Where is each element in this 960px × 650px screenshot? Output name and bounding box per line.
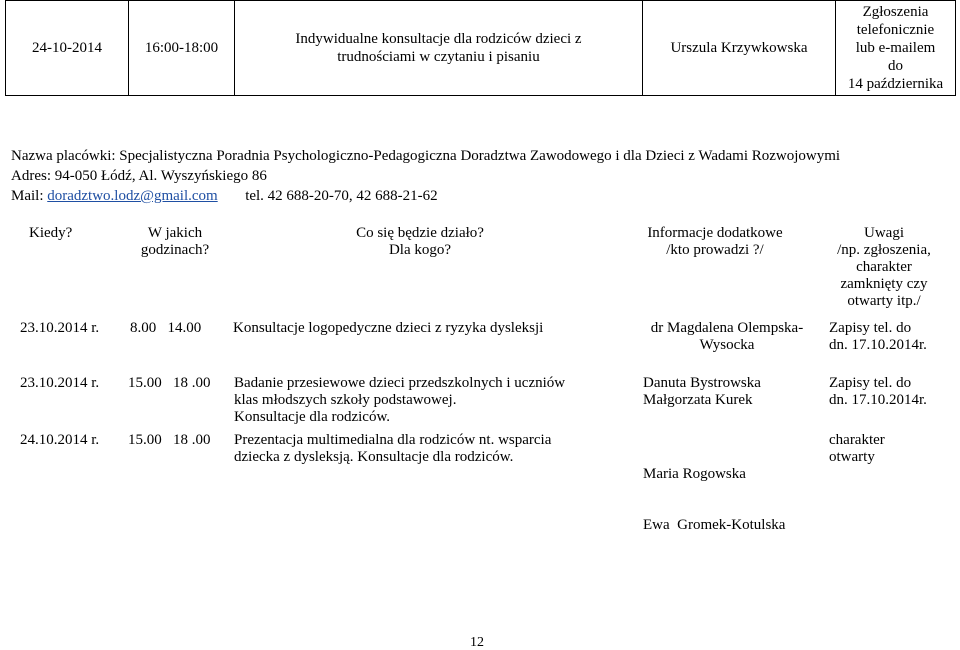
address-label: Adres: [11, 168, 51, 184]
institution-name-line [11, 146, 951, 166]
event-title: Indywidualne konsultacje dla rodziców dzieci z trudnościami w czytaniu i pisaniu [235, 1, 643, 96]
address: 94-050 Łódź, Al. Wyszyńskiego 86 [54, 168, 267, 184]
mail-label: Mail: [11, 188, 44, 204]
row1-notes: Zapisy tel. do dn. 17.10.2014r. [829, 320, 927, 353]
event-signup-info: Zgłoszenia telefonicznie lub e-mailem do 14 października [836, 1, 956, 96]
institution-name: Specjalistyczna Poradnia Psychologiczno-Pedagogiczna Doradztwa Zawodowego i dla Dzieci z Wadami Rozwojowymi [119, 148, 841, 164]
event-summary-table [5, 0, 956, 96]
row1-leader: dr Magdalena Olempska- Wysocka [650, 320, 804, 353]
header-info: Informacje dodatkowe /kto prowadzi ?/ [647, 225, 783, 258]
row1-date: 23.10.2014 r. [20, 320, 100, 336]
row1-description: Konsultacje logopedyczne dzieci z ryzyka dysleksji [233, 320, 544, 336]
row2-time: 15.00 18 .00 [128, 375, 211, 391]
institution-address-line [11, 166, 951, 186]
row2-date: 23.10.2014 r. [20, 375, 100, 391]
header-godziny: W jakich godzinach? [140, 225, 210, 258]
row3-time: 15.00 18 .00 [128, 432, 211, 448]
row3-notes: charakter otwarty [829, 432, 885, 465]
header-uwagi: Uwagi /np. zgłoszenia, charakter zamknięty czy otwarty itp./ [837, 225, 931, 309]
event-summary-row [6, 1, 956, 96]
row1-time: 8.00 14.00 [130, 320, 202, 336]
email-link[interactable]: doradztwo.lodz@gmail.com [47, 188, 218, 204]
row3-date: 24.10.2014 r. [20, 432, 100, 448]
event-time: 16:00-18:00 [129, 1, 235, 96]
page-number: 12 [470, 635, 484, 650]
event-date: 24-10-2014 [6, 1, 129, 96]
institution-info [11, 146, 951, 206]
phone-numbers: tel. 42 688-20-70, 42 688-21-62 [245, 188, 438, 204]
event-person: Urszula Krzywkowska [643, 1, 836, 96]
institution-contact-line [11, 186, 951, 206]
header-kiedy: Kiedy? [29, 225, 73, 241]
row2-notes: Zapisy tel. do dn. 17.10.2014r. [829, 375, 927, 408]
institution-name-label: Nazwa placówki: [11, 148, 116, 164]
row2-leaders: Danuta Bystrowska Małgorzata Kurek [643, 375, 761, 408]
row3-description: Prezentacja multimedialna dla rodziców nt. wsparcia dziecka z dysleksją. Konsultacje dla rodziców. [234, 432, 552, 465]
row3-leaders: Maria Rogowska Ewa Gromek-Kotulska [643, 466, 786, 533]
header-co: Co się będzie działo? Dla kogo? [356, 225, 484, 258]
row2-description: Badanie przesiewowe dzieci przedszkolnych i uczniów klas młodszych szkoły podstawowej. Konsultacje dla rodziców. [234, 375, 566, 425]
